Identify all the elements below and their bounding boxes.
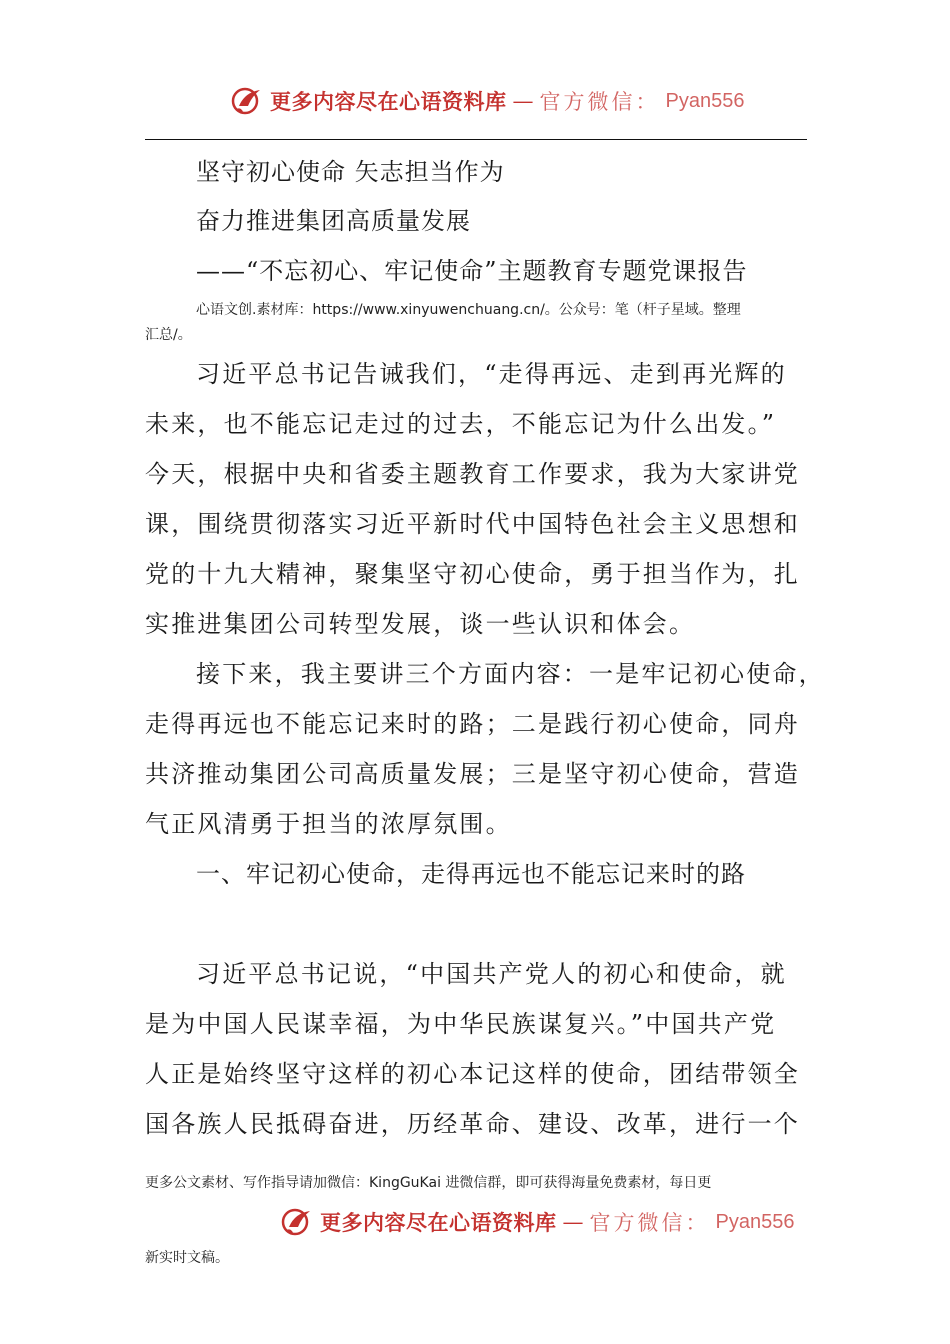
footer-brand-text: 更多内容尽在心语资料库 (320, 1210, 557, 1235)
paragraph-line: 气正风清勇于担当的浓厚氛围。 (145, 810, 512, 838)
paragraph-line: 实推进集团公司转型发展，谈一些认识和体会。 (145, 610, 696, 638)
paragraph-line: 走得再远也不能忘记来时的路；二是践行初心使命，同舟 (145, 710, 800, 738)
paragraph-line: 未来，也不能忘记走过的过去，不能忘记为什么出发。” (145, 410, 777, 438)
paragraph-line: 国各族人民抵碍奋进，历经革命、建设、改革，进行一个 (145, 1110, 800, 1138)
paragraph-line: 共济推动集团公司高质量发展；三是坚守初心使命，营造 (145, 760, 800, 788)
paragraph-line: 课，围绕贯彻落实习近平新时代中国特色社会主义思想和 (145, 510, 800, 538)
footer-dash: — (562, 1210, 584, 1234)
paragraph-line: 习近平总书记说，“中国共产党人的初心和使命，就 (196, 960, 787, 988)
header-divider (145, 139, 807, 140)
footer-watermark-logo (280, 1207, 794, 1237)
header-watermark-logo (230, 86, 744, 116)
footer-wechat-id: Pyan556 (715, 1210, 795, 1233)
document-subtitle: ——“不忘初心、牢记使命”主题教育专题党课报告 (196, 257, 748, 285)
paragraph-line: 人正是始终坚守这样的初心本记这样的使命，团结带领全 (145, 1060, 800, 1088)
paragraph-line: 是为中国人民谋幸福，为中华民族谋复兴。”中国共产党 (145, 1010, 777, 1038)
brush-logo-icon (230, 86, 264, 116)
header-brand-text: 更多内容尽在心语资料库 (270, 89, 507, 114)
footer-note-line2: 新实时文稿。 (145, 1250, 229, 1266)
paragraph-line: 接下来，我主要讲三个方面内容：一是牢记初心使命， (196, 660, 825, 688)
footer-note-line1: 更多公文素材、写作指导请加微信：KingGuKai 进微信群，即可获得海量免费素材，每日更 (145, 1175, 712, 1191)
header-wechat-id: Pyan556 (665, 89, 745, 112)
paragraph-line: 党的十九大精神，聚集坚守初心使命，勇于担当作为，扎 (145, 560, 800, 588)
header-dash: — (512, 89, 534, 113)
paragraph-line: 习近平总书记告诫我们，“走得再远、走到再光辉的 (196, 360, 787, 388)
source-note-line1: 心语文创.素材库：https://www.xinyuwenchuang.cn/。公众号：笔（杆子星域。整理 (196, 302, 741, 318)
brush-logo-icon (280, 1207, 314, 1237)
document-title-line2: 奋力推进集团高质量发展 (196, 207, 471, 235)
paragraph-line: 今天，根据中央和省委主题教育工作要求，我为大家讲党 (145, 460, 800, 488)
source-note-line2: 汇总/。 (145, 327, 192, 343)
header-wechat-label: 官方微信： (539, 90, 660, 114)
document-title: 坚守初心使命 矢志担当作为 (196, 158, 505, 186)
section-heading: 一、牢记初心使命，走得再远也不能忘记来时的路 (196, 860, 746, 888)
footer-wechat-label: 官方微信： (589, 1211, 710, 1235)
